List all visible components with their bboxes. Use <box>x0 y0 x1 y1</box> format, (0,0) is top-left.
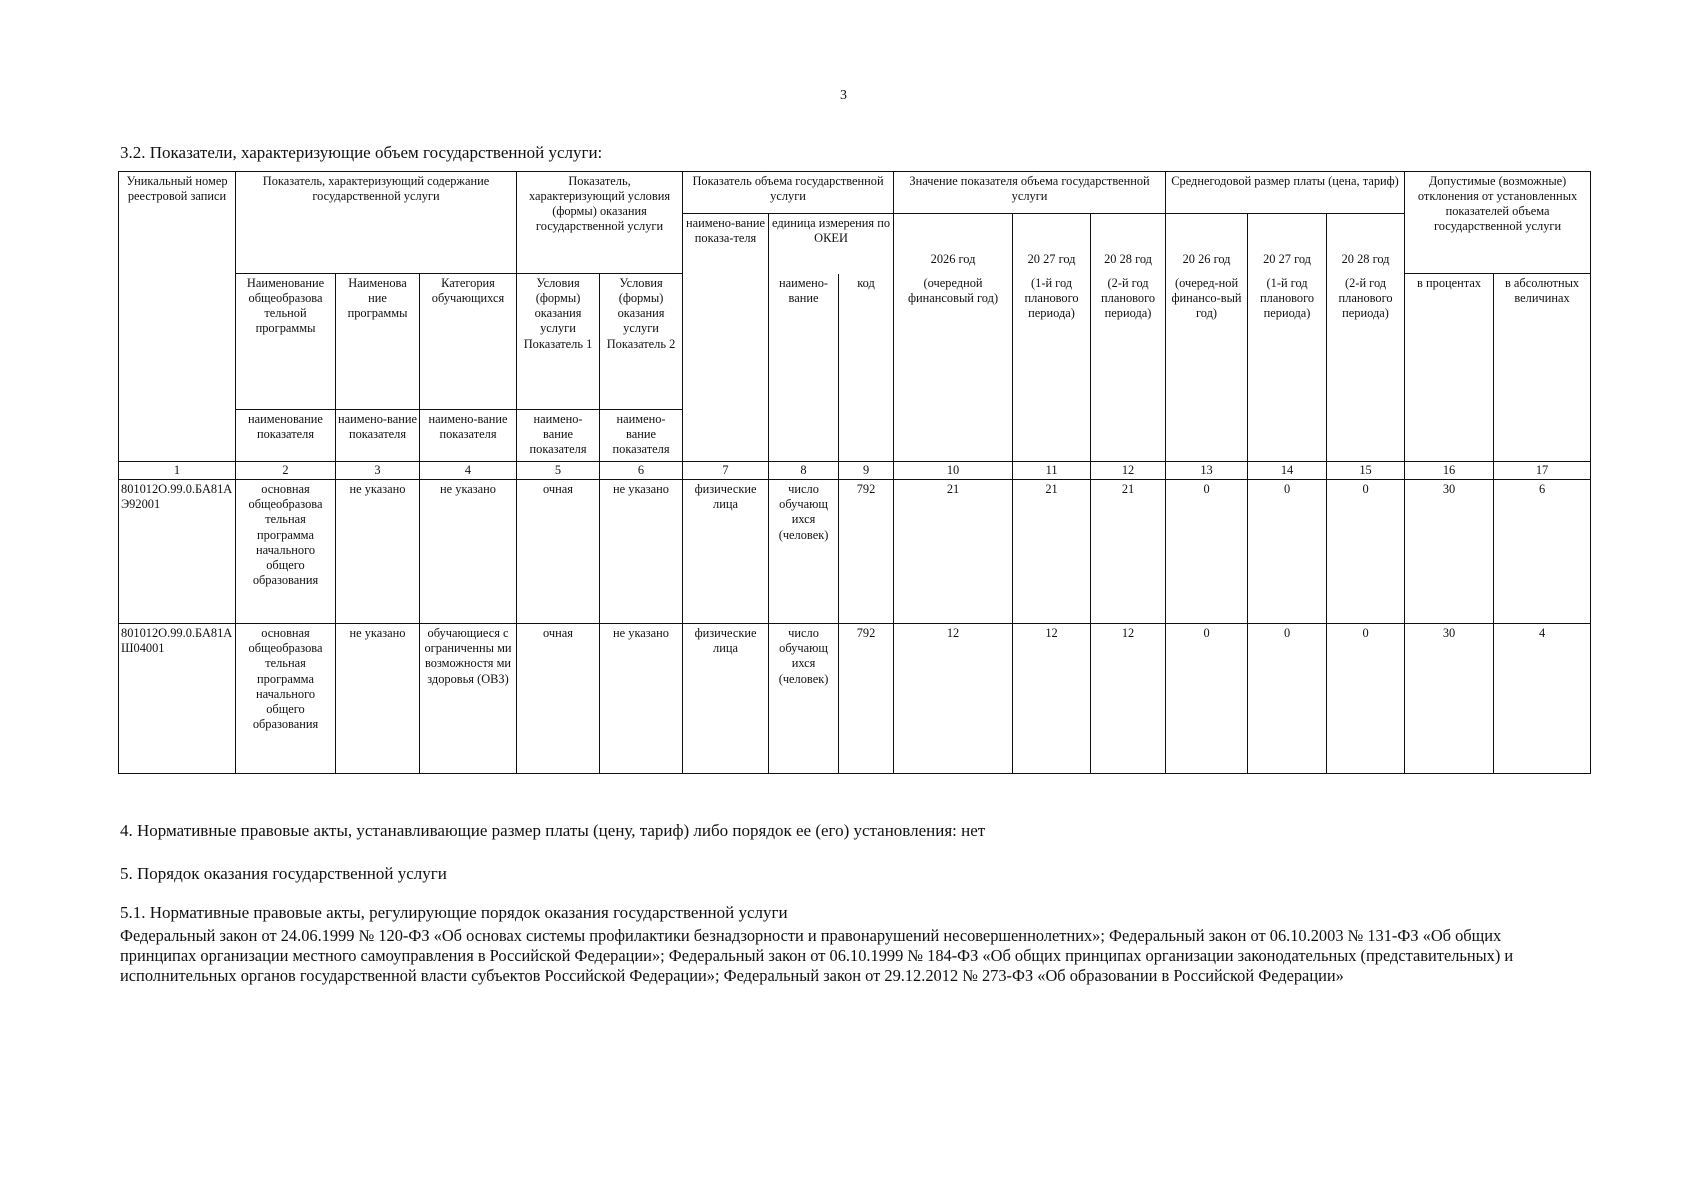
table-row <box>119 480 1591 624</box>
row-2-condition-1: очная <box>517 624 600 774</box>
row-1-category: не указано <box>420 480 517 624</box>
column-numbers-row <box>119 462 1591 480</box>
header-sub-indicator-1: наименование показателя <box>236 410 336 462</box>
header-fee-year-2026-note: (очеред-ной финансо-вый год) <box>1166 274 1248 462</box>
row-1-v2026: 21 <box>894 480 1013 624</box>
row-2-v2028: 12 <box>1091 624 1166 774</box>
header-fee-year-2026 <box>1166 214 1248 274</box>
row-1-id: 801012О.99.0.БА81АЭ92001 <box>119 480 236 624</box>
header-in-percent: в процентах <box>1405 274 1494 462</box>
header-sub-indicator-2: наимено-вание показателя <box>336 410 420 462</box>
column-number-6: 6 <box>600 462 683 480</box>
row-1-indicator: физические лица <box>683 480 769 624</box>
volume-indicators-table <box>118 171 1591 774</box>
column-number-15: 15 <box>1327 462 1405 480</box>
column-number-5: 5 <box>517 462 600 480</box>
law-references: Федеральный закон от 24.06.1999 № 120-ФЗ «Об основах системы профилактики безнадзорности и правонарушений несовершеннолетних»; Федеральный закон от 06.10.2003 № 131-ФЗ «Об общих принципах организации местного самоуправления в Российской Федерации»; Федеральный закон от 06.10.1999 № 184-ФЗ «Об общих принципах организации законодательных (представительных) и исполнительных органов государственной власти субъектов Российской Федерации»; Федеральный закон от 29.12.2012 № 273-ФЗ «Об образовании в Российской Федерации» <box>120 926 1514 985</box>
header-unit-name: наимено-вание <box>769 274 839 462</box>
header-fee-year-2028 <box>1327 214 1405 274</box>
column-number-8: 8 <box>769 462 839 480</box>
row-1-condition-2: не указано <box>600 480 683 624</box>
header-in-absolute: в абсолютных величинах <box>1494 274 1591 462</box>
column-number-17: 17 <box>1494 462 1591 480</box>
row-1-f2028: 0 <box>1327 480 1405 624</box>
header-year-2028-note: (2-й год планового периода) <box>1091 274 1166 462</box>
row-1-program: не указано <box>336 480 420 624</box>
header-program-name: Наименова ние программы <box>336 274 420 410</box>
header-volume-value: Значение показателя объема государственной услуги <box>894 172 1166 214</box>
header-unique-number: Уникальный номер реестровой записи <box>119 172 236 462</box>
row-1-edu-program: основная общеобразова тельная программа начального общего образования <box>236 480 336 624</box>
column-number-3: 3 <box>336 462 420 480</box>
header-year-2027-note: (1-й год планового периода) <box>1013 274 1091 462</box>
row-2-f2028: 0 <box>1327 624 1405 774</box>
paragraph-5: 5. Порядок оказания государственной услуги <box>120 864 447 883</box>
row-1-unit: число обучающ ихся (человек) <box>769 480 839 624</box>
header-content-indicator: Показатель, характеризующий содержание государственной услуги <box>236 172 517 274</box>
row-1-f2027: 0 <box>1248 480 1327 624</box>
row-1-v2028: 21 <box>1091 480 1166 624</box>
row-2-indicator: физические лица <box>683 624 769 774</box>
page-number: 3 <box>840 88 847 103</box>
header-edu-program-name: Наименование общеобразова тельной программы <box>236 274 336 410</box>
row-2-program: не указано <box>336 624 420 774</box>
column-number-4: 4 <box>420 462 517 480</box>
row-2-id: 801012О.99.0.БА81АШ04001 <box>119 624 236 774</box>
header-sub-indicator-3: наимено-вание показателя <box>420 410 517 462</box>
column-number-14: 14 <box>1248 462 1327 480</box>
header-condition-1: Условия (формы) оказания услуги Показатель 1 <box>517 274 600 410</box>
header-conditions-indicator: Показатель, характеризующий условия (формы) оказания государственной услуги <box>517 172 683 274</box>
header-fee-year-2028-note: (2-й год планового периода) <box>1327 274 1405 462</box>
row-2-v2027: 12 <box>1013 624 1091 774</box>
header-indicator-name: наимено-вание показа-теля <box>683 214 769 462</box>
row-1-dev-percent: 30 <box>1405 480 1494 624</box>
fee-year-2028-label: 20 28 год <box>1341 252 1390 267</box>
year-2026-label: 2026 год <box>930 252 976 267</box>
header-volume-indicator: Показатель объема государственной услуги <box>683 172 894 214</box>
header-fee-year-2027-note: (1-й год планового периода) <box>1248 274 1327 462</box>
row-2-v2026: 12 <box>894 624 1013 774</box>
paragraph-4: 4. Нормативные правовые акты, устанавливающие размер платы (цену, тариф) либо порядок ее (его) установления: нет <box>120 821 986 840</box>
row-2-dev-abs: 4 <box>1494 624 1591 774</box>
column-number-7: 7 <box>683 462 769 480</box>
header-deviations: Допустимые (возможные) отклонения от установленных показателей объема государственной услуги <box>1405 172 1591 274</box>
section-title: 3.2. Показатели, характеризующие объем государственной услуги: <box>120 143 603 162</box>
row-2-dev-percent: 30 <box>1405 624 1494 774</box>
header-condition-2: Условия (формы) оказания услуги Показатель 2 <box>600 274 683 410</box>
column-number-16: 16 <box>1405 462 1494 480</box>
table-row <box>119 624 1591 774</box>
header-year-2028 <box>1091 214 1166 274</box>
column-number-12: 12 <box>1091 462 1166 480</box>
header-fee-year-2027 <box>1248 214 1327 274</box>
row-1-dev-abs: 6 <box>1494 480 1591 624</box>
header-sub-indicator-5: наимено-вание показателя <box>600 410 683 462</box>
row-2-f2026: 0 <box>1166 624 1248 774</box>
column-number-9: 9 <box>839 462 894 480</box>
fee-year-2027-label: 20 27 год <box>1263 252 1311 267</box>
row-2-condition-2: не указано <box>600 624 683 774</box>
column-number-1: 1 <box>119 462 236 480</box>
header-student-category: Категория обучающихся <box>420 274 517 410</box>
row-1-f2026: 0 <box>1166 480 1248 624</box>
row-1-v2027: 21 <box>1013 480 1091 624</box>
row-2-unit: число обучающ ихся (человек) <box>769 624 839 774</box>
year-2027-label: 20 27 год <box>1027 252 1076 267</box>
header-unit-okei: единица измерения по ОКЕИ <box>769 214 894 274</box>
header-sub-indicator-4: наимено-вание показателя <box>517 410 600 462</box>
row-2-f2027: 0 <box>1248 624 1327 774</box>
column-number-2: 2 <box>236 462 336 480</box>
row-1-code: 792 <box>839 480 894 624</box>
header-avg-fee: Среднегодовой размер платы (цена, тариф) <box>1166 172 1405 214</box>
header-year-2026-note: (очередной финансовый год) <box>894 274 1013 462</box>
column-number-11: 11 <box>1013 462 1091 480</box>
row-2-code: 792 <box>839 624 894 774</box>
header-year-2026 <box>894 214 1013 274</box>
column-number-10: 10 <box>894 462 1013 480</box>
row-2-edu-program: основная общеобразова тельная программа начального общего образования <box>236 624 336 774</box>
header-year-2027 <box>1013 214 1091 274</box>
row-1-condition-1: очная <box>517 480 600 624</box>
year-2028-label: 20 28 год <box>1104 252 1152 267</box>
paragraph-5-1: 5.1. Нормативные правовые акты, регулирующие порядок оказания государственной услуги <box>120 903 788 922</box>
header-unit-code: код <box>839 274 894 462</box>
column-number-13: 13 <box>1166 462 1248 480</box>
row-2-category: обучающиеся с ограниченны ми возможностя ми здоровья (ОВЗ) <box>420 624 517 774</box>
fee-year-2026-label: 20 26 год <box>1182 252 1231 267</box>
